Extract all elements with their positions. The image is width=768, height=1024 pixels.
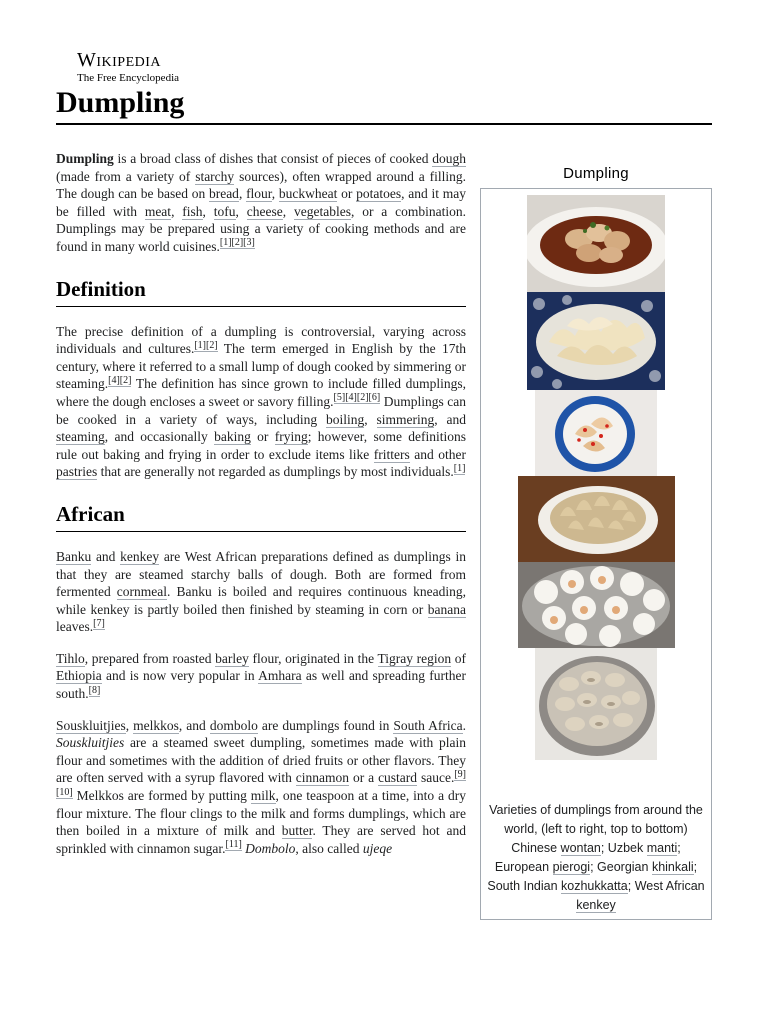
text: , and it may be filled with [56,186,466,219]
link-cornmeal[interactable]: cornmeal [116,584,168,600]
definition-paragraph [56,323,466,481]
khinkali-photo[interactable] [518,476,675,562]
reference-link[interactable]: [4][2] [108,374,132,386]
title-divider [56,123,712,125]
text: is a broad class of dishes that consist of pieces of cooked [113,151,433,166]
text: , and [434,411,466,427]
infobox-caption [487,801,705,915]
infobox [480,160,712,920]
kenkey-photo[interactable] [535,648,657,760]
section-heading-african: African [56,501,466,532]
reference-link[interactable]: [11] [225,839,242,851]
link-baking[interactable]: baking [214,429,251,445]
text: Melkkos are formed by putting [72,788,251,804]
text: The precise definition of a dumpling is controversial, varying across individuals and cultures. [56,323,466,357]
link-banana[interactable]: banana [427,601,466,617]
link-south-africa[interactable]: South Africa [393,717,463,733]
infobox-frame [480,188,712,920]
link-potatoes[interactable]: potatoes [356,186,402,202]
text: ; European [494,841,681,874]
link-custard[interactable]: custard [378,770,418,786]
pierogi-photo[interactable] [535,390,657,476]
text: are West African preparations defined as dumplings in that they are steamed starchy balls of dough. Both are formed from fermented [56,548,467,600]
text: , and [178,717,210,733]
text: or [250,429,275,445]
text: and other [409,446,467,462]
text: sauce. [417,770,455,786]
link-ethiopia[interactable]: Ethiopia [56,668,102,684]
text: , prepared from roasted [84,650,216,666]
text: , [202,203,214,219]
text: The definition has since grown to include filled dumplings, where the dough encloses a sweet or savory filling. [56,376,466,409]
reference-link[interactable]: [8] [88,684,101,696]
logo-wordmark: Wikipedia [77,49,162,71]
wontan-photo[interactable] [527,195,665,292]
text: . They are served hot and sprinkled with cinnamon sugar. [56,823,466,856]
text: . Banku is boiled and requires continuous kneading, while kenkey is partly boiled then finished by steaming in corn or [56,584,466,617]
african-paragraph-2 [56,650,466,703]
text: , [271,186,279,202]
link-dough[interactable]: dough [432,151,466,166]
text: of [451,650,466,666]
text: ; South Indian [487,860,698,893]
link-frying[interactable]: frying [274,429,308,445]
link-tofu[interactable]: tofu [213,203,236,219]
link-barley[interactable]: barley [215,650,249,666]
text: are dumplings found in [257,717,394,733]
text: , [125,717,134,733]
text: , and occasionally [104,429,215,445]
page-title: Dumpling [56,86,185,119]
link-pastries[interactable]: pastries [56,464,98,480]
reference-link[interactable]: [1][2] [194,339,218,351]
infobox-title: Dumpling [563,165,629,182]
wikipedia-logo[interactable] [77,50,197,85]
text: ; however, some definitions rule out baking and frying in order to exclude items like [56,429,467,462]
african-paragraph-3 [56,717,466,858]
link-pierogi[interactable]: pierogi [552,860,591,874]
reference-link[interactable]: [9][10] [56,768,466,798]
reference-link[interactable]: [1][2][3] [219,237,255,249]
text: as well and spreading further south. [56,668,466,702]
text: that are generally not regarded as dumplings by most individuals. [97,464,454,480]
text: , or a combination. Dumplings may be prepared using a variety of cooking methods and are found in many world cuisines. [56,203,467,254]
text: , also called [295,840,363,856]
text: , [282,203,294,219]
link-tigray-region[interactable]: Tigray region [377,650,452,666]
manti-photo[interactable] [527,292,665,390]
logo-tagline: The Free Encyclopedia [77,72,180,84]
link-souskluitjies[interactable]: Souskluitjies [56,717,126,733]
link-cinnamon[interactable]: cinnamon [295,770,350,786]
link-milk[interactable]: milk [250,788,276,804]
link-vegetables[interactable]: vegetables [293,203,351,219]
text: . [462,717,467,733]
text: or [337,186,357,202]
text: (made from a variety of [56,168,196,184]
link-dombolo[interactable]: dombolo [209,717,258,733]
italic-term: Souskluitjies [56,735,125,751]
text: , [238,186,247,202]
section-heading-definition: Definition [56,276,466,307]
text: and [91,548,121,564]
italic-term: ujeqe [362,840,393,856]
link-amhara[interactable]: Amhara [258,668,302,684]
link-buckwheat[interactable]: buckwheat [278,186,338,202]
lead-bold-term: Dumpling [56,151,114,166]
link-fritters[interactable]: fritters [373,446,410,462]
text: Varieties of dumplings from around the world, (left to right, top to bottom) Chinese [489,803,703,855]
link-banku[interactable]: Banku [56,548,92,564]
text: leaves. [56,619,94,635]
link-wontan[interactable]: wontan [560,841,601,855]
link-cheese[interactable]: cheese [246,203,283,219]
text: are a steamed sweet dumpling, sometimes made with plain flour and sometimes with the addition of dried fruits or other flavors. They are often served with a syrup flavored with [56,735,466,786]
link-butter[interactable]: butter [281,823,313,839]
link-kenkey[interactable]: kenkey [576,898,616,912]
article-body [56,150,466,871]
text: ; West African [627,879,705,893]
text: , [364,411,377,427]
link-kenkey[interactable]: kenkey [120,548,160,564]
link-steaming[interactable]: steaming [56,429,105,445]
link-bread[interactable]: bread [208,186,239,202]
text: The term emerged in English by the 17th century, where it referred to a small lump of dough cooked by simmering or steaming. [56,341,467,392]
link-flour[interactable]: flour [246,186,272,202]
link-manti[interactable]: manti [646,841,678,855]
link-tihlo[interactable]: Tihlo [56,650,85,666]
reference-link[interactable]: [5][4][2][6] [333,392,381,404]
link-melkkos[interactable]: melkkos [133,717,179,733]
text: sources), often wrapped around a filling. The dough can be based on [56,168,466,202]
text: ; Georgian [590,860,652,874]
kozhukkatta-photo[interactable] [518,562,675,648]
link-khinkali[interactable]: khinkali [651,860,694,874]
link-simmering[interactable]: simmering [376,411,435,427]
reference-link[interactable]: [1] [453,462,466,474]
italic-term: Dombolo [245,840,296,856]
text: , one teaspoon at a time, into a dry flour mixture. The flour clings to the milk and forms dumplings, which are then boiled in a mixture of milk and [56,788,467,839]
lead-paragraph [56,150,466,256]
text: , [171,203,183,219]
text: and is now very popular in [101,668,259,684]
link-meat[interactable]: meat [144,203,172,219]
link-kozhukkatta[interactable]: kozhukkatta [561,879,628,893]
link-fish[interactable]: fish [182,203,203,219]
link-boiling[interactable]: boiling [326,411,365,427]
text: Dumplings can be cooked in a variety of ways, including [56,393,466,427]
text: or a [349,770,379,786]
dumpling-image-collage [481,195,711,760]
text: ; Uzbek [600,841,647,855]
african-paragraph-1 [56,548,466,636]
reference-link[interactable]: [7] [93,617,105,629]
link-starchy[interactable]: starchy [195,168,235,184]
text: , [235,203,247,219]
text: flour, originated in the [248,650,378,666]
